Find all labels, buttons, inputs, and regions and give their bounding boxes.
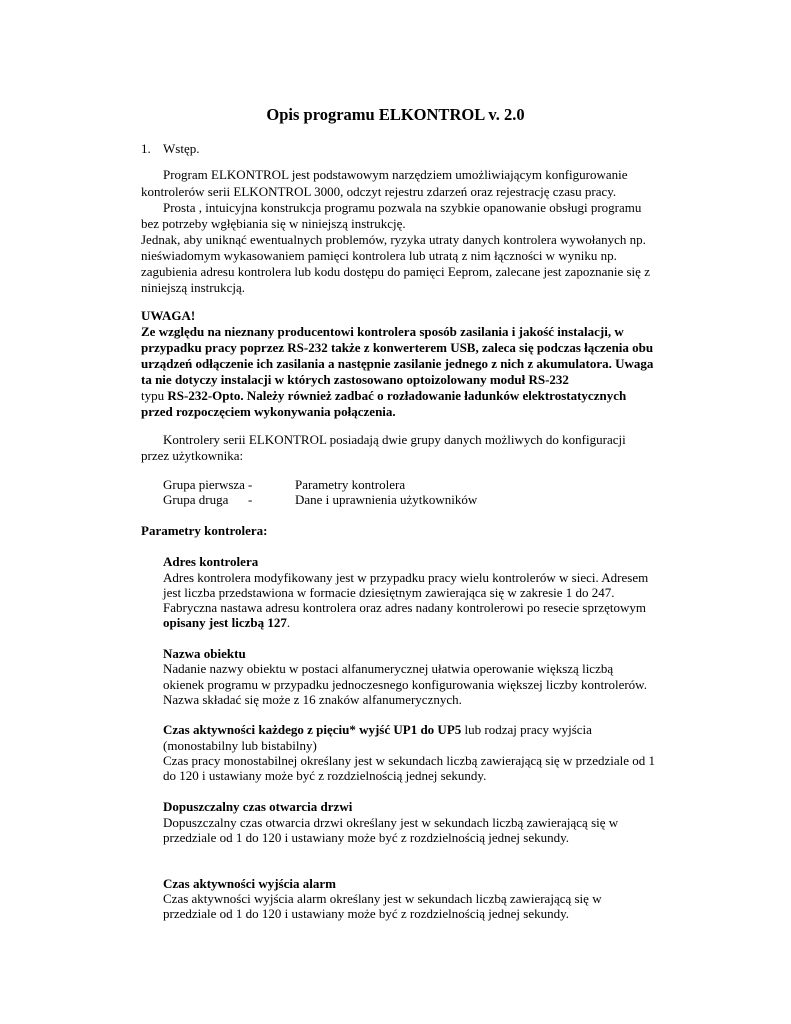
warning-line: Ze względu na nieznany producentowi kontrolera sposób zasilania i jakość instalacji, w <box>141 324 624 339</box>
outputs-line: (monostabilny lub bistabilny) <box>163 738 317 753</box>
address-line: Adres kontrolera modyfikowany jest w przypadku pracy wielu kontrolerów w sieci. Adresem <box>163 570 649 585</box>
document-title: Opis programu ELKONTROL v. 2.0 <box>266 105 525 124</box>
outputs-line: do 120 i ustawiany może być z rozdzielnością jednej sekundy. <box>163 768 487 783</box>
door-line: Dopuszczalny czas otwarcia drzwi określany jest w sekundach liczbą zawierającą się w <box>163 815 619 830</box>
address-line: Fabryczna nastawa adresu kontrolera oraz adres nadany kontrolerowi po resecie sprzętowym <box>163 600 646 615</box>
address-line-end: . <box>286 615 291 630</box>
intro-line: Program ELKONTROL jest podstawowym narzędziem umożliwiającym konfigurowanie <box>163 167 628 182</box>
object-name-line: Nadanie nazwy obiektu w postaci alfanumerycznej ułatwia operowanie większą liczbą <box>163 661 614 676</box>
alarm-line: Czas aktywności wyjścia alarm określany jest w sekundach liczbą zawierającą się w <box>163 891 602 906</box>
group-dash: - <box>248 477 253 492</box>
alarm-heading: Czas aktywności wyjścia alarm <box>163 876 336 891</box>
object-name-line: Nazwa składać się może z 16 znaków alfanumerycznych. <box>163 692 462 707</box>
warning-line-bold: RS-232-Opto. Należy również zadbać o rozładowanie ładunków elektrostatycznych <box>167 388 627 403</box>
warning-line: przed rozpoczęciem wykonywania połączenia. <box>141 404 396 419</box>
address-line <box>163 615 290 631</box>
intro-line: niniejszą instrukcją. <box>141 280 245 295</box>
intro-line: Jednak, aby uniknąć ewentualnych problemów, ryzyka utraty danych kontrolera wywołanych np. <box>141 232 646 247</box>
object-name-line: okienek programu w przypadku jednoczesnego konfigurowania większej liczby kontrolerów. <box>163 677 647 692</box>
warning-line: urządzeń odłączenie ich zasilania a następnie zasilanie jednego z nich z akumulatora. Uwaga <box>141 356 654 371</box>
outputs-heading-rest: lub rodzaj pracy wyjścia <box>461 722 592 737</box>
group-desc: Dane i uprawnienia użytkowników <box>295 492 478 507</box>
params-heading: Parametry kontrolera: <box>141 523 268 538</box>
group-desc: Parametry kontrolera <box>295 477 406 492</box>
outputs-heading-bold: Czas aktywności każdego z pięciu* wyjść UP1 do UP5 <box>163 722 462 737</box>
group-name: Grupa druga <box>163 492 229 507</box>
intro-line: Prosta , intuicyjna konstrukcja programu pozwala na szybkie opanowanie obsługi programu <box>163 200 642 215</box>
section-number: 1. <box>141 141 151 156</box>
address-line: jest liczba przedstawiona w formacie dziesiętnym zawierająca się w zakresie 1 do 247. <box>163 585 615 600</box>
intro-line: kontrolerów serii ELKONTROL 3000, odczyt rejestru zdarzeń oraz rejestrację czasu pracy. <box>141 184 617 199</box>
door-heading: Dopuszczalny czas otwarcia drzwi <box>163 799 353 814</box>
group-name: Grupa pierwsza <box>163 477 245 492</box>
alarm-line: przedziale od 1 do 120 i ustawiany może być z rozdzielnością jednej sekundy. <box>163 906 569 921</box>
groups-intro-line: Kontrolery serii ELKONTROL posiadają dwie grupy danych możliwych do konfiguracji <box>163 432 626 447</box>
warning-line: ta nie dotyczy instalacji w których zastosowano optoizolowany moduł RS-232 <box>141 372 569 387</box>
outputs-heading <box>163 722 592 738</box>
address-value: opisany jest liczbą 127 <box>163 615 287 630</box>
warning-line-prefix: typu <box>141 388 168 403</box>
outputs-line: Czas pracy monostabilnej określany jest w sekundach liczbą zawierającą się w przedziale od 1 <box>163 753 655 768</box>
object-name-heading: Nazwa obiektu <box>163 646 246 661</box>
group-dash: - <box>248 492 253 507</box>
section-title: Wstęp. <box>163 141 200 156</box>
address-heading: Adres kontrolera <box>163 554 259 569</box>
groups-intro-line: przez użytkownika: <box>141 448 244 463</box>
warning-line <box>141 388 626 404</box>
intro-line: nieświadomym wykasowaniem pamięci kontrolera lub utratą z nim łączności w wyniku np. <box>141 248 617 263</box>
intro-line: zagubienia adresu kontrolera lub kodu dostępu do pamięci Eeprom, zalecane jest zapoznanie się z <box>141 264 650 279</box>
warning-line: przypadku pracy poprzez RS-232 także z konwerterem USB, zaleca się podczas łączenia obu <box>141 340 654 355</box>
door-line: przedziale od 1 do 120 i ustawiany może być z rozdzielnością jednej sekundy. <box>163 830 569 845</box>
intro-line: bez potrzeby wgłębiania się w niniejszą instrukcję. <box>141 216 406 231</box>
warning-heading: UWAGA! <box>141 308 196 323</box>
